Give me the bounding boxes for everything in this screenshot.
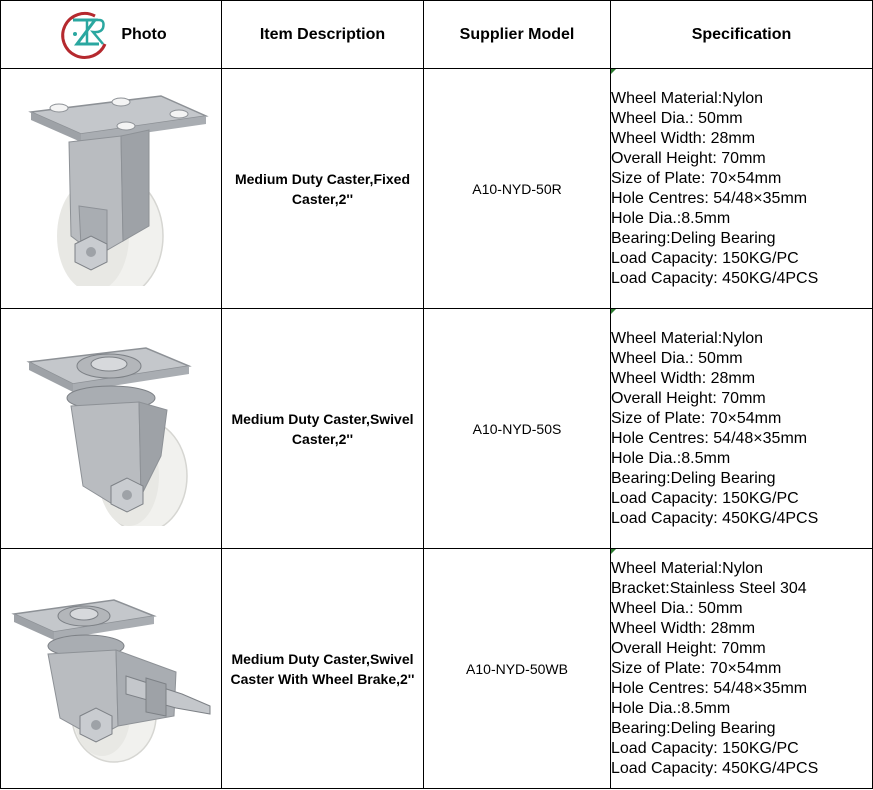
spec-line: Load Capacity: 450KG/4PCS bbox=[611, 269, 819, 287]
product-model: A10-NYD-50WB bbox=[424, 549, 611, 789]
spec-line: Load Capacity: 150KG/PC bbox=[611, 489, 799, 507]
company-logo-icon bbox=[55, 8, 113, 62]
product-photo-cell bbox=[1, 549, 222, 789]
spec-line: Hole Dia.:8.5mm bbox=[611, 449, 731, 467]
spec-line: Size of Plate: 70×54mm bbox=[611, 409, 782, 427]
fixed-caster-icon bbox=[11, 86, 211, 286]
spec-line: Hole Centres: 54/48×35mm bbox=[611, 679, 808, 697]
product-model: A10-NYD-50S bbox=[424, 309, 611, 549]
header-specification: Specification bbox=[611, 1, 873, 69]
cell-corner-mark bbox=[611, 69, 616, 74]
product-description bbox=[222, 549, 424, 789]
logo-letter-r bbox=[87, 20, 104, 44]
cell-corner-mark bbox=[611, 309, 616, 314]
spec-line: Load Capacity: 450KG/4PCS bbox=[611, 509, 819, 527]
product-specification bbox=[611, 549, 873, 789]
photo-header-label: Photo bbox=[121, 25, 167, 43]
spec-line: Size of Plate: 70×54mm bbox=[611, 169, 782, 187]
spec-line: Hole Dia.:8.5mm bbox=[611, 699, 731, 717]
header-supplier-model: Supplier Model bbox=[424, 1, 611, 69]
description-line: Caster,2'' bbox=[291, 430, 354, 447]
header-row bbox=[1, 1, 873, 69]
spec-line: Overall Height: 70mm bbox=[611, 149, 766, 167]
spec-line: Load Capacity: 150KG/PC bbox=[611, 249, 799, 267]
spec-line: Wheel Material:Nylon bbox=[611, 89, 764, 107]
spec-line: Wheel Dia.: 50mm bbox=[611, 109, 743, 127]
product-photo-cell bbox=[1, 69, 222, 309]
description-line: Medium Duty Caster,Swivel bbox=[231, 410, 414, 427]
spec-line: Overall Height: 70mm bbox=[611, 639, 766, 657]
spec-line: Bearing:Deling Bearing bbox=[611, 469, 776, 487]
spec-line: Wheel Dia.: 50mm bbox=[611, 599, 743, 617]
spec-line: Hole Dia.:8.5mm bbox=[611, 209, 731, 227]
spec-line: Wheel Width: 28mm bbox=[611, 129, 756, 147]
product-specification bbox=[611, 309, 873, 549]
spec-line: Wheel Width: 28mm bbox=[611, 369, 756, 387]
swivel-caster-with-brake-icon bbox=[6, 566, 216, 766]
spec-line: Load Capacity: 150KG/PC bbox=[611, 739, 799, 757]
spec-line: Wheel Dia.: 50mm bbox=[611, 349, 743, 367]
product-model: A10-NYD-50R bbox=[424, 69, 611, 309]
spec-line: Overall Height: 70mm bbox=[611, 389, 766, 407]
product-description bbox=[222, 309, 424, 549]
description-line: Caster With Wheel Brake,2'' bbox=[230, 670, 415, 687]
product-specification bbox=[611, 69, 873, 309]
spec-line: Bracket:Stainless Steel 304 bbox=[611, 579, 807, 597]
spec-line: Hole Centres: 54/48×35mm bbox=[611, 189, 808, 207]
header-item-description: Item Description bbox=[222, 1, 424, 69]
description-line: Medium Duty Caster,Swivel bbox=[231, 650, 414, 667]
product-photo-cell bbox=[1, 309, 222, 549]
description-line: Caster,2'' bbox=[291, 190, 354, 207]
photo-header-content bbox=[1, 1, 221, 68]
spec-line: Bearing:Deling Bearing bbox=[611, 719, 776, 737]
logo-dot bbox=[73, 32, 77, 36]
spec-line: Load Capacity: 450KG/4PCS bbox=[611, 759, 819, 777]
spec-line: Wheel Material:Nylon bbox=[611, 329, 764, 347]
product-row bbox=[1, 309, 873, 549]
swivel-caster-icon bbox=[11, 326, 211, 526]
product-row bbox=[1, 549, 873, 789]
description-line: Medium Duty Caster,Fixed bbox=[234, 170, 411, 187]
spec-line: Hole Centres: 54/48×35mm bbox=[611, 429, 808, 447]
cell-corner-mark bbox=[611, 549, 616, 554]
spec-line: Wheel Width: 28mm bbox=[611, 619, 756, 637]
header-photo bbox=[1, 1, 222, 69]
spec-line: Wheel Material:Nylon bbox=[611, 559, 764, 577]
product-description bbox=[222, 69, 424, 309]
spec-line: Size of Plate: 70×54mm bbox=[611, 659, 782, 677]
product-row bbox=[1, 69, 873, 309]
spec-line: Bearing:Deling Bearing bbox=[611, 229, 776, 247]
